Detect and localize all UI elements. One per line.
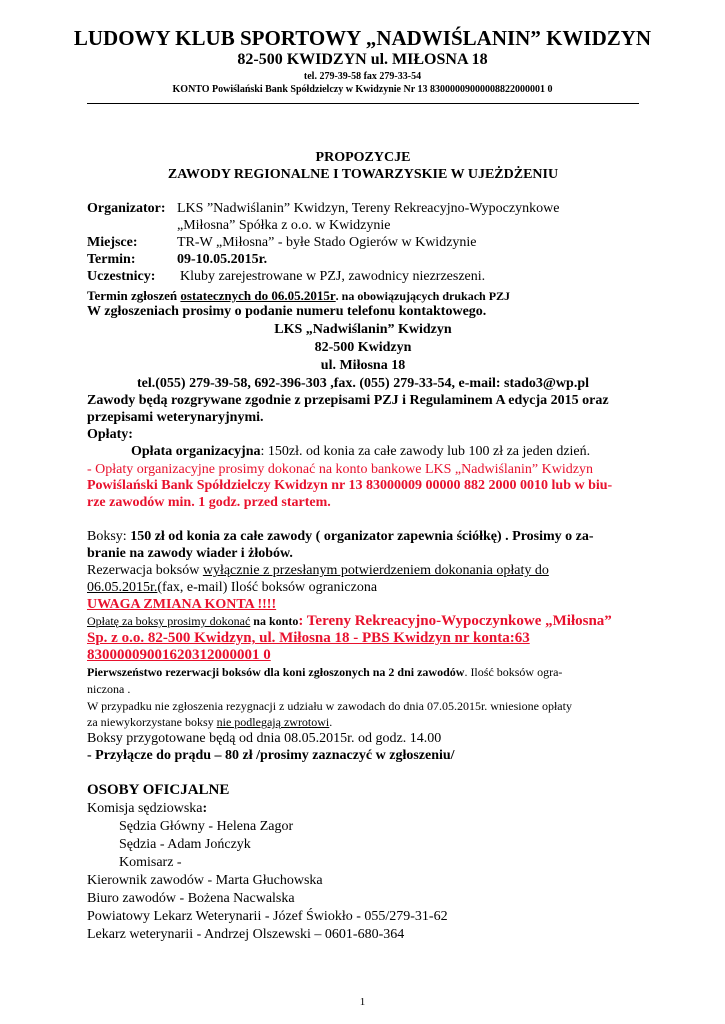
entries-address-1: LKS „Nadwiślanin” Kwidzyn	[274, 322, 452, 337]
competition-manager: Kierownik zawodów - Marta Głuchowska	[87, 873, 323, 888]
cancellation-line-2	[87, 714, 332, 731]
boxes-ready: Boksy przygotowane będą od dnia 08.05.2015r. od godz. 14.00	[87, 731, 442, 746]
priority-line-2: niczona .	[87, 682, 131, 696]
participants-value: Kluby zarejestrowane w PZJ, zawodnicy niezrzeszeni.	[180, 269, 486, 284]
officials-heading: OSOBY OFICJALNE	[87, 782, 230, 798]
cancellation-no-refund: nie podlegają zwrotowi	[216, 715, 330, 729]
veterinarian: Lekarz weterynarii - Andrzej Olszewski – 0601-680-364	[87, 927, 405, 942]
bank-line-1: Powiślański Bank Spółdzielczy Kwidzyn nr 13 83000009 00000 882 2000 0010 lub w biu-	[87, 478, 613, 493]
cancellation-suffix: .	[329, 715, 333, 729]
phone-request: W zgłoszeniach prosimy o podanie numeru telefonu kontaktowego.	[87, 304, 487, 319]
organizer-value: LKS ”Nadwiślanin” Kwidzyn, Tereny Rekreacyjno-Wypoczynkowe	[177, 201, 560, 216]
transfer-line: - Opłaty organizacyjne prosimy dokonać na konto bankowe LKS „Nadwiślanin” Kwidzyn	[87, 462, 593, 477]
reservation-note: (fax, e-mail) Ilość boksów ograniczona	[157, 580, 378, 595]
doc-subtitle: ZAWODY REGIONALNE I TOWARZYSKIE W UJEŻDŻENIU	[167, 167, 559, 182]
boxes-line-2: branie na zawody wiader i żłobów.	[87, 546, 293, 561]
entries-address-2: 82-500 Kwidzyn	[314, 340, 412, 355]
box-payment-line-2: Sp. z o.o. 82-500 Kwidzyn, ul. Miłosna 18 - PBS Kwidzyn nr konta:63	[87, 630, 530, 646]
box-payment-line-3: 83000009001620312000001 0	[87, 647, 271, 663]
jury-label-text: Komisja sędziowska	[87, 801, 203, 816]
reservation-date: 06.05.2015r.	[87, 580, 158, 595]
reservation-line-2	[87, 579, 377, 596]
district-veterinarian: Powiatowy Lekarz Weterynarii - Józef Świokło - 055/279-31-62	[87, 909, 448, 924]
jury-label-colon: :	[202, 801, 208, 816]
bank-line-2: rze zawodów min. 1 godz. przed startem.	[87, 495, 331, 510]
account-change-warning: UWAGA ZMIANA KONTA !!!!	[87, 597, 277, 612]
club-phones: tel. 279-39-58 fax 279-33-54	[303, 71, 422, 82]
organizer-row	[87, 200, 559, 217]
cancellation-line-1: W przypadku nie zgłoszenia rezygnacji z udziału w zawodach do dnia 07.05.2015r. wniesione opłaty	[87, 699, 572, 713]
rules-line-1: Zawody będą rozgrywane zgodnie z przepisami PZJ i Regulaminem A edycja 2015 oraz	[87, 393, 609, 408]
participants-row	[87, 268, 485, 285]
club-address: 82-500 KWIDZYN ul. MIŁOSNA 18	[237, 51, 488, 68]
boxes-label: Boksy:	[87, 529, 131, 544]
reservation-prefix: Rezerwacja boksów	[87, 563, 203, 578]
box-payment-line	[87, 613, 612, 630]
place-label: Miejsce:	[87, 235, 138, 250]
boxes-text: 150 zł od konia za całe zawody ( organizator zapewnia ściółkę) . Prosimy o za-	[130, 529, 594, 544]
org-fee-label: Opłata organizacyjna	[131, 444, 261, 459]
cancellation-prefix: za niewykorzystane boksy	[87, 715, 217, 729]
organizer-value-2: „Miłosna” Spółka z o.o. w Kwidzynie	[177, 218, 391, 233]
box-payment-prefix: Opłatę za boksy prosimy dokonać	[87, 614, 251, 628]
deadline-suffix: . na obowiązujących drukach PZJ	[335, 289, 511, 303]
header-divider	[87, 103, 639, 104]
box-payment-account: na konto	[250, 614, 299, 628]
date-row	[87, 251, 267, 268]
reservation-line-1	[87, 562, 549, 579]
chief-judge: Sędzia Główny - Helena Zagor	[119, 819, 294, 834]
judge: Sędzia - Adam Jończyk	[119, 837, 251, 852]
fees-label: Opłaty:	[87, 427, 133, 442]
deadline-date: ostatecznych do 06.05.2015r	[180, 288, 336, 303]
boxes-line-1	[87, 528, 594, 545]
jury-label	[87, 800, 207, 817]
deadline-prefix: Termin zgłoszeń	[87, 288, 181, 303]
priority-text: Pierwszeństwo rezerwacji boksów dla koni zgłoszonych na 2 dni zawodów	[87, 665, 465, 679]
org-fee-line	[131, 443, 590, 460]
reservation-condition: wyłącznie z przesłanym potwierdzeniem dokonania opłaty do	[202, 563, 549, 578]
club-name: LUDOWY KLUB SPORTOWY „NADWIŚLANIN” KWIDZYN	[73, 26, 652, 50]
entries-address-3: ul. Miłosna 18	[320, 358, 406, 373]
competition-office: Biuro zawodów - Bożena Nacwalska	[87, 891, 295, 906]
place-value: TR-W „Miłosna” - byłe Stado Ogierów w Kwidzynie	[177, 235, 477, 250]
org-fee-text: : 150zł. od konia za całe zawody lub 100 zł za jeden dzień.	[260, 444, 591, 459]
priority-line	[87, 664, 562, 681]
doc-title: PROPOZYCJE	[315, 150, 411, 165]
participants-label: Uczestnicy:	[87, 269, 156, 284]
commissioner: Komisarz -	[119, 855, 182, 870]
place-row	[87, 234, 477, 251]
date-label: Termin:	[87, 252, 136, 267]
club-account: KONTO Powiślański Bank Spółdzielczy w Kwidzynie Nr 13 83000009000008822000001 0	[172, 84, 553, 95]
organizer-label: Organizator:	[87, 201, 166, 216]
power-connection: - Przyłącze do prądu – 80 zł /prosimy zaznaczyć w zgłoszeniu/	[87, 748, 455, 763]
box-payment-recipient: : Tereny Rekreacyjno-Wypoczynkowe „Miłosna”	[298, 613, 612, 629]
page-number: 1	[359, 996, 366, 1008]
entries-contacts: tel.(055) 279-39-58, 692-396-303 ,fax. (055) 279-33-54, e-mail: stado3@wp.pl	[136, 376, 590, 391]
priority-suffix: . Ilość boksów ogra-	[464, 665, 563, 679]
rules-line-2: przepisami weterynaryjnymi.	[87, 410, 264, 425]
date-value: 09-10.05.2015r.	[177, 252, 268, 267]
